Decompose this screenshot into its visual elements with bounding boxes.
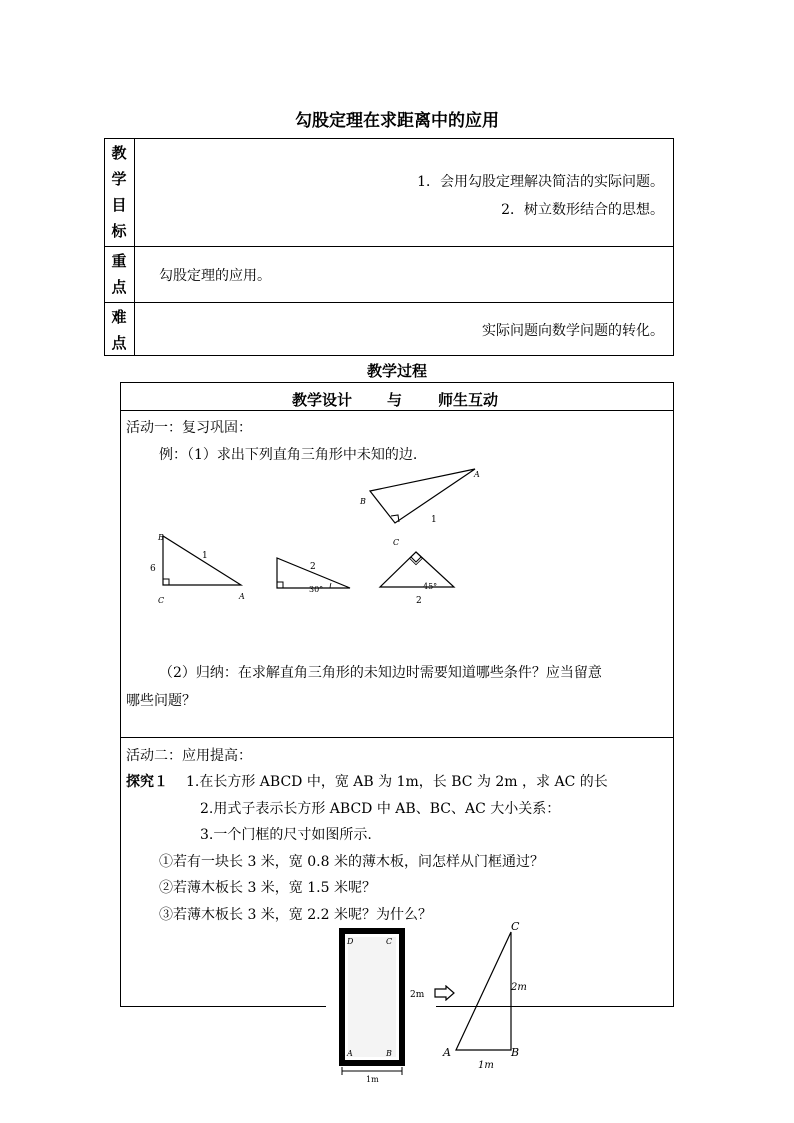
rectangle-triangle-figure	[440, 918, 540, 1074]
t4-base: 2	[416, 596, 422, 605]
triangle-1	[370, 469, 475, 523]
header-left: 教学设计	[292, 391, 353, 409]
t1-label-a: A	[474, 470, 480, 479]
objective-2: 2．树立数形结合的思想。	[501, 202, 664, 218]
door-frame-figure	[326, 925, 436, 1085]
door-width: 1m	[366, 1075, 379, 1084]
tri-height: 2m	[511, 982, 527, 993]
table-divider	[120, 737, 674, 738]
objectives-label: 教 学 目 标	[111, 144, 127, 240]
t4-angle: 45°	[423, 582, 438, 591]
right-angle-box	[410, 552, 423, 565]
key-point: 勾股定理的应用。	[159, 268, 271, 284]
sub-question-2: ②若薄木板长 3 米，宽 1.5 米呢？	[159, 880, 376, 896]
table-divider	[134, 138, 135, 356]
tri-label-a: A	[443, 1046, 451, 1059]
triangle-abc	[456, 932, 511, 1050]
header-mid: 与	[387, 391, 403, 409]
table-divider	[104, 302, 674, 303]
right-triangles-figure	[140, 460, 480, 605]
key-label: 重 点	[111, 252, 127, 296]
activity1-title: 活动一：复习巩固：	[126, 420, 252, 436]
header-right: 师生互动	[438, 391, 499, 409]
activity1-example: 例：（1）求出下列直角三角形中未知的边.	[159, 447, 418, 463]
t2-label-a: A	[239, 592, 245, 601]
tri-label-b: B	[511, 1046, 520, 1059]
door-label-a: A	[347, 1049, 353, 1058]
activity2-title: 活动二：应用提高：	[126, 748, 252, 764]
process-title: 教学过程	[366, 362, 427, 380]
door-height: 2m	[410, 990, 425, 1000]
explore-label: 探究１	[126, 774, 168, 790]
t3-hyp: 2	[310, 562, 316, 572]
question-3: 3.一个门框的尺寸如图所示.	[200, 827, 372, 843]
angle-arc	[330, 583, 331, 588]
page-title: 勾股定理在求距离中的应用	[295, 111, 499, 131]
question-2: 2.用式子表示长方形 ABCD 中 AB、BC、AC 大小关系：	[200, 801, 561, 817]
tri-label-c: C	[511, 920, 520, 933]
right-angle-mark	[163, 579, 169, 585]
t1-label-c: C	[393, 538, 400, 547]
t3-angle: 30°	[309, 585, 324, 594]
t2-label-b: B	[158, 533, 164, 542]
t2-hyp: 1	[202, 551, 208, 561]
objective-1: 1．会用勾股定理解决简洁的实际问题。	[417, 174, 664, 190]
tri-width: 1m	[478, 1060, 494, 1071]
difficulty-label: 难 点	[111, 308, 127, 352]
t1-side: 1	[431, 515, 437, 525]
activity1-summary-line2: 哪些问题？	[126, 693, 196, 709]
door-label-b: B	[386, 1049, 392, 1058]
triangle-4	[380, 552, 454, 587]
difficulty: 实际问题向数学问题的转化。	[482, 323, 664, 339]
sub-question-3: ③若薄木板长 3 米，宽 2.2 米呢？为什么？	[159, 907, 432, 923]
t1-label-b: B	[360, 497, 366, 506]
sub-question-1: ①若有一块长 3 米，宽 0.8 米的薄木板，问怎样从门框通过？	[159, 854, 544, 870]
t2-label-c: C	[158, 596, 165, 605]
door-label-d: D	[347, 937, 354, 946]
right-angle-mark	[277, 582, 283, 588]
door-label-c: C	[386, 937, 393, 946]
activity1-summary-line1: （2）归纳：在求解直角三角形的未知边时需要知道哪些条件？应当留意	[159, 665, 602, 681]
table-divider	[120, 410, 674, 411]
table-divider	[104, 246, 674, 247]
t2-side-left: 6	[150, 564, 156, 574]
question-1: 1.在长方形 ABCD 中，宽 AB 为 1m，长 BC 为 2m ，求 AC 的长	[186, 774, 608, 790]
